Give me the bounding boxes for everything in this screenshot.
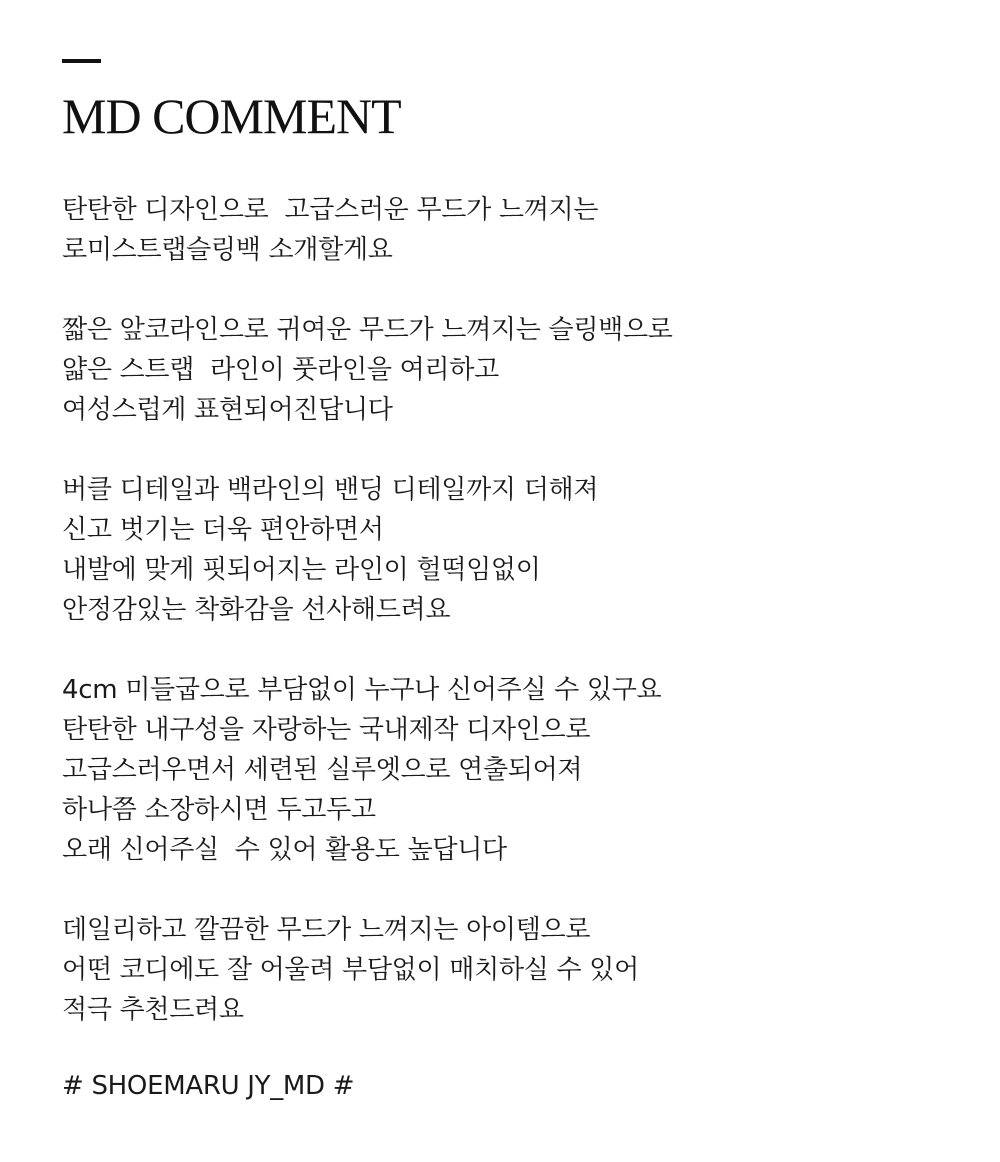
comment-paragraph [62,190,942,270]
comment-line: 신고 벗기는 더욱 편안하면서 [62,515,384,545]
comment-line: 안정감있는 착화감을 선사해드려요 [62,595,451,625]
comment-line: 적극 추천드려요 [62,995,244,1025]
comment-paragraph [62,310,942,430]
comment-line: 짧은 앞코라인으로 귀여운 무드가 느껴지는 슬링백으로 [62,315,673,345]
comment-line: 탄탄한 디자인으로 고급스러운 무드가 느껴지는 [62,195,599,225]
comment-line: 버클 디테일과 백라인의 밴딩 디테일까지 더해져 [62,475,599,505]
comment-line: 얇은 스트랩 라인이 풋라인을 여리하고 [62,355,499,385]
comment-paragraph [62,670,942,870]
title-accent-bar [62,59,101,63]
comment-paragraph [62,470,942,630]
comment-line: 4cm 미들굽으로 부담없이 누구나 신어주실 수 있구요 [62,675,662,705]
comment-line: 어떤 코디에도 잘 어울려 부담없이 매치하실 수 있어 [62,955,639,985]
comment-line: 고급스러우면서 세련된 실루엣으로 연출되어져 [62,755,583,785]
comment-paragraph [62,910,942,1030]
comment-line: 데일리하고 깔끔한 무드가 느껴지는 아이템으로 [62,915,591,945]
comment-line: 로미스트랩슬링백 소개할게요 [62,235,393,265]
page-title: MD COMMENT [62,88,401,144]
md-hashtag: # SHOEMARU JY_MD # [62,1071,355,1101]
comment-line: 하나쯤 소장하시면 두고두고 [62,795,376,825]
md-comment-body [62,190,942,1070]
comment-line: 여성스럽게 표현되어진답니다 [62,395,393,425]
comment-line: 오래 신어주실 수 있어 활용도 높답니다 [62,835,507,865]
comment-line: 탄탄한 내구성을 자랑하는 국내제작 디자인으로 [62,715,591,745]
comment-line: 내발에 맞게 핏되어지는 라인이 헐떡임없이 [62,555,541,585]
